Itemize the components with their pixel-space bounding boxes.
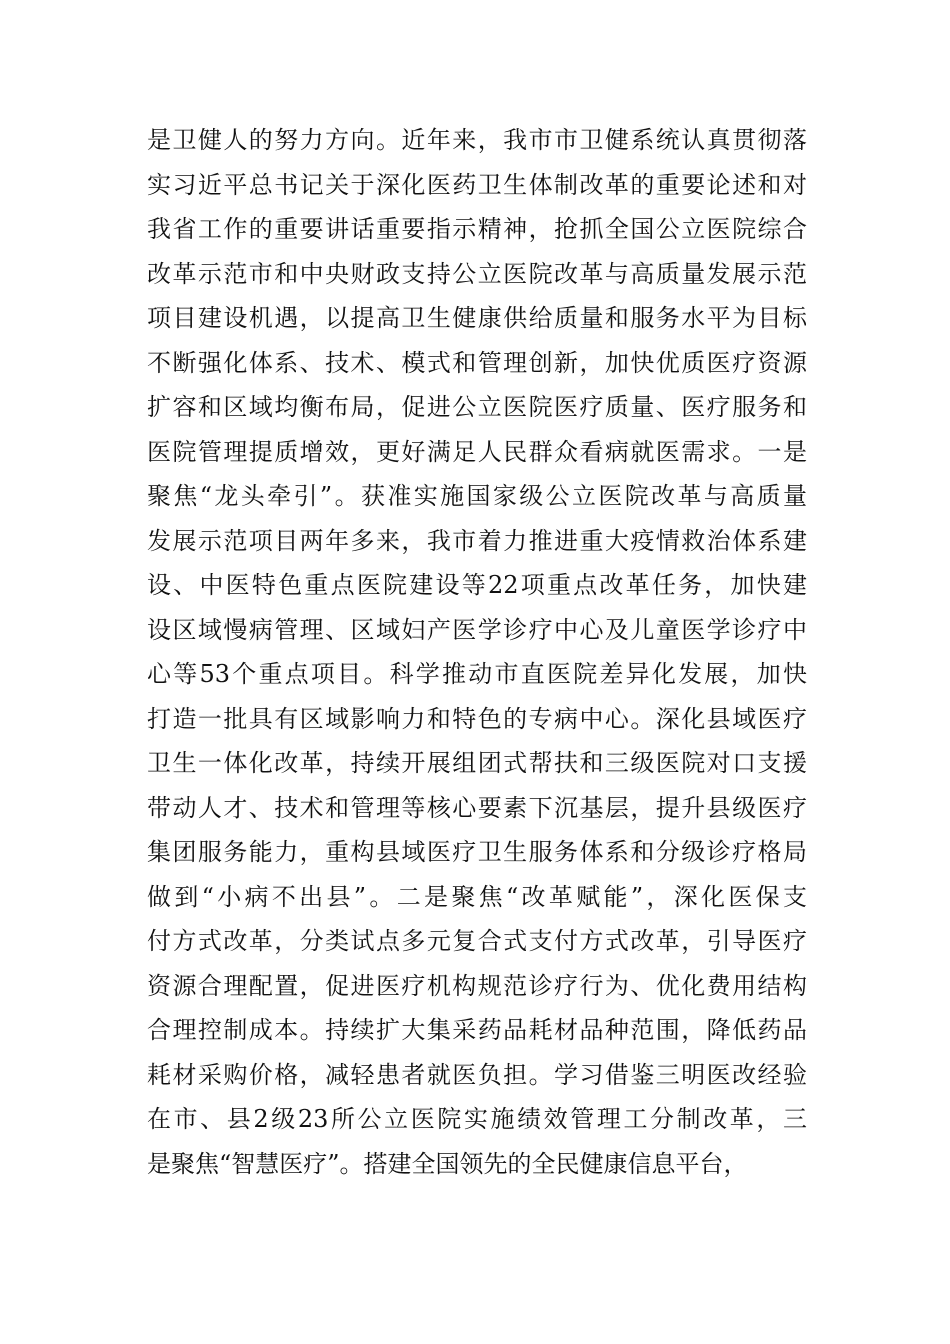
text-line-22: 耗材采购价格，减轻患者就医负担。学习借鉴三明医改经验 (147, 1060, 807, 1089)
text-line-10: 发展示范项目两年多来，我市着力推进重大疫情救治体系建 (147, 526, 807, 555)
text-line-18: 做到“小病不出县”。二是聚焦“改革赋能”，深化医保支 (147, 882, 807, 911)
text-line-15: 卫生一体化改革，持续开展组团式帮扶和三级医院对口支援 (147, 749, 807, 777)
text-line-16: 带动人才、技术和管理等核心要素下沉基层，提升县级医疗 (147, 793, 807, 822)
text-line-14: 打造一批具有区域影响力和特色的专病中心。深化县域医疗 (147, 704, 807, 733)
text-line-11: 设、中医特色重点医院建设等22项重点改革任务，加快建 (147, 571, 807, 599)
text-line-1: 是卫健人的努力方向。近年来，我市市卫健系统认真贯彻落 (147, 126, 807, 154)
body-paragraph (147, 118, 807, 1186)
text-line-7: 扩容和区域均衡布局，促进公立医院医疗质量、医疗服务和 (147, 393, 807, 421)
text-line-8: 医院管理提质增效，更好满足人民群众看病就医需求。一是 (147, 437, 807, 466)
text-line-13: 心等53个重点项目。科学推动市直医院差异化发展，加快 (147, 660, 807, 688)
text-line-21: 合理控制成本。持续扩大集采药品耗材品种范围，降低药品 (147, 1016, 807, 1044)
text-line-19: 付方式改革，分类试点多元复合式支付方式改革，引导医疗 (147, 927, 807, 955)
text-line-6: 不断强化体系、技术、模式和管理创新，加快优质医疗资源 (147, 348, 807, 377)
text-line-2: 实习近平总书记关于深化医药卫生体制改革的重要论述和对 (147, 170, 807, 199)
text-line-23: 在市、县2级23所公立医院实施绩效管理工分制改革，三 (147, 1105, 807, 1133)
text-line-3: 我省工作的重要讲话重要指示精神，抢抓全国公立医院综合 (147, 215, 807, 243)
text-line-5: 项目建设机遇，以提高卫生健康供给质量和服务水平为目标 (147, 304, 807, 332)
text-line-20: 资源合理配置，促进医疗机构规范诊疗行为、优化费用结构 (147, 971, 807, 1000)
text-line-24: 是聚焦“智慧医疗”。搭建全国领先的全民健康信息平台， (147, 1149, 748, 1178)
text-line-17: 集团服务能力，重构县域医疗卫生服务体系和分级诊疗格局 (147, 838, 807, 866)
text-line-9: 聚焦“龙头牵引”。获准实施国家级公立医院改革与高质量 (147, 482, 807, 510)
text-line-4: 改革示范市和中央财政支持公立医院改革与高质量发展示范 (147, 259, 807, 288)
text-line-12: 设区域慢病管理、区域妇产医学诊疗中心及儿童医学诊疗中 (147, 615, 807, 644)
